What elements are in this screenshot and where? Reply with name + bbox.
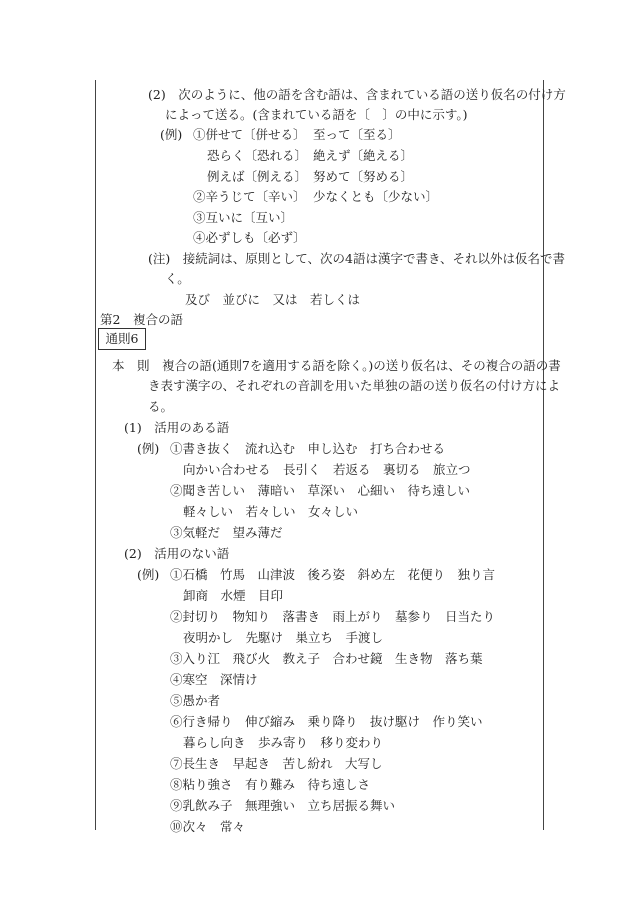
part2-line10: ⑦長生き 早起き 苦し紛れ 大写し	[170, 756, 383, 771]
part2-line5: ③入り江 飛び火 教え子 合わせ鏡 生き物 落ち葉	[170, 651, 483, 666]
section2-note-line2: く。	[165, 271, 190, 286]
part2-line7: ⑤愚か者	[170, 693, 221, 708]
part1-line3: ②聞き苦しい 薄暗い 草深い 心細い 待ち遠しい	[170, 483, 471, 498]
part1-example-label: (例)	[137, 441, 160, 456]
part2-line2: 卸商 水煙 目印	[183, 588, 284, 603]
part1-title: (1) 活用のある語	[124, 420, 230, 435]
frame-left-border	[95, 80, 96, 830]
section2-note-line1: (注) 接続詞は、原則として、次の4語は漢字で書き、それ以外は仮名で書	[148, 251, 565, 266]
part2-line9: 暮らし向き 歩み寄り 移り変わり	[183, 735, 384, 750]
section2-example-1b: 至って〔至る〕	[313, 127, 401, 142]
rule-line1: 本 則 複合の語(通則7を適用する語を除く。)の送り仮名は、その複合の語の書	[112, 358, 561, 373]
section2-example-3b: 努めて〔努める〕	[313, 169, 414, 184]
part1-line5: ③気軽だ 望み薄だ	[170, 525, 283, 540]
section2-example-2a: 恐らく〔恐れる〕	[207, 148, 308, 163]
part2-line3: ②封切り 物知り 落書き 雨上がり 墓参り 日当たり	[170, 609, 496, 624]
section2-example-3a: 例えば〔例える〕	[207, 169, 308, 184]
section2-note-conjunctions: 及び 並びに 又は 若しくは	[185, 292, 361, 307]
rule-box: 通則6	[98, 328, 146, 350]
part2-line1: ①石橋 竹馬 山津波 後ろ姿 斜め左 花便り 独り言	[170, 567, 496, 582]
section2-intro-line1: (2) 次のように、他の語を含む語は、含まれている語の送り仮名の付け方	[148, 87, 566, 102]
section2-intro-line2: によって送る。(含まれている語を〔 〕の中に示す。)	[165, 107, 468, 122]
rule-line2: き表す漢字の、それぞれの音訓を用いた単独の語の送り仮名の付け方によ	[148, 378, 561, 393]
section2-example-2b: 絶えず〔絶える〕	[313, 148, 414, 163]
section2-example-1a: ①併せて〔併せる〕	[193, 127, 306, 142]
part2-line13: ⑩次々 常々	[170, 819, 246, 834]
part1-line1: ①書き抜く 流れ込む 申し込む 打ち合わせる	[170, 441, 446, 456]
part2-title: (2) 活用のない語	[124, 546, 230, 561]
section2-example-6: ④必ずしも〔必ず〕	[193, 230, 306, 245]
rule-line3: る。	[148, 399, 174, 414]
section-heading: 第2 複合の語	[100, 312, 183, 327]
part2-example-label: (例)	[137, 567, 160, 582]
section2-example-label: (例)	[160, 127, 183, 142]
section2-example-4b: 少なくとも〔少ない〕	[313, 189, 439, 204]
part2-line12: ⑨乳飲み子 無理強い 立ち居振る舞い	[170, 798, 396, 813]
part1-line2: 向かい合わせる 長引く 若返る 裏切る 旅立つ	[183, 462, 471, 477]
section2-example-5: ③互いに〔互い〕	[193, 210, 294, 225]
part2-line6: ④寒空 深情け	[170, 672, 258, 687]
part2-line11: ⑧粘り強さ 有り難み 待ち遠しさ	[170, 777, 371, 792]
part2-line8: ⑥行き帰り 伸び縮み 乗り降り 抜け駆け 作り笑い	[170, 714, 483, 729]
part1-line4: 軽々しい 若々しい 女々しい	[183, 504, 359, 519]
section2-example-4a: ②辛うじて〔辛い〕	[193, 189, 306, 204]
part2-line4: 夜明かし 先駆け 巣立ち 手渡し	[183, 630, 384, 645]
frame-right-border	[543, 80, 544, 830]
